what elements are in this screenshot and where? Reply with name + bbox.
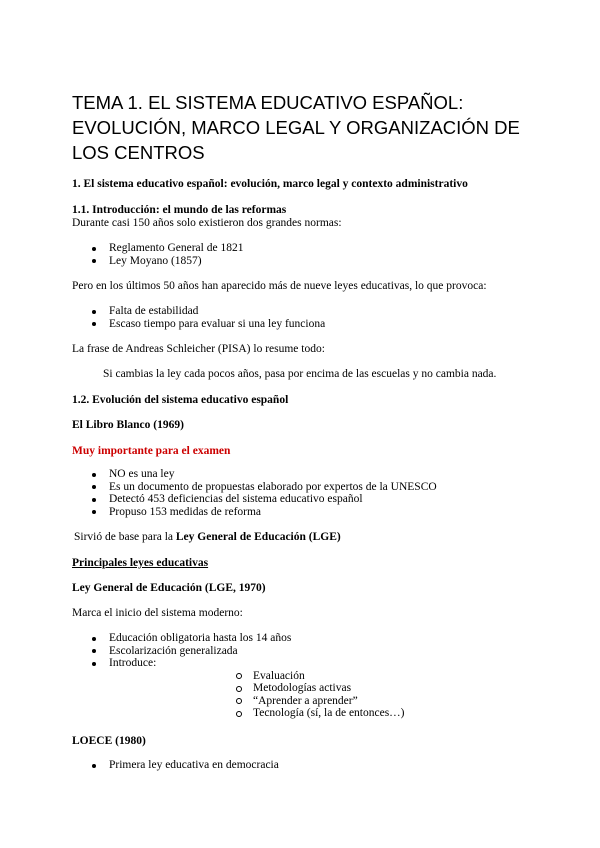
- sub-list-item: Metodologías activas: [109, 682, 405, 695]
- lge-base-sentence: [74, 531, 341, 544]
- loece-heading: LOECE (1980): [72, 735, 146, 747]
- title-line: EVOLUCIÓN, MARCO LEGAL Y ORGANIZACIÓN DE: [72, 117, 520, 138]
- exam-note: Muy importante para el examen: [72, 445, 231, 457]
- sub-list-item: “Aprender a aprender”: [109, 695, 405, 708]
- libro-blanco-heading: El Libro Blanco (1969): [72, 419, 184, 431]
- section-1-1-heading: 1.1. Introducción: el mundo de las reformas: [72, 204, 287, 216]
- sub-list-item: Tecnología (sí, la de entonces…): [109, 707, 405, 720]
- title-line: LOS CENTROS: [72, 142, 205, 163]
- loece-list: [0, 759, 279, 772]
- list-item-text: Introduce:: [109, 657, 157, 669]
- historic-laws-list: [0, 242, 243, 267]
- lge-base-prefix: Sirvió de base para la: [74, 531, 176, 543]
- effects-list: [0, 305, 325, 330]
- section-1-2-heading: 1.2. Evolución del sistema educativo español: [72, 394, 289, 406]
- list-item: Detectó 453 deficiencias del sistema educativo español: [0, 493, 437, 506]
- list-item: Primera ley educativa en democracia: [0, 759, 279, 772]
- title-line: TEMA 1. EL SISTEMA EDUCATIVO ESPAÑOL:: [72, 92, 464, 113]
- quote-text: Si cambias la ley cada pocos años, pasa por encima de las escuelas y no cambia nada.: [103, 368, 497, 380]
- list-item: NO es una ley: [0, 468, 437, 481]
- section-1-heading: 1. El sistema educativo español: evolución, marco legal y contexto administrativo: [72, 178, 468, 190]
- list-item: Escolarización generalizada: [0, 645, 405, 658]
- sub-list-item: Evaluación: [109, 670, 405, 683]
- list-item: Educación obligatoria hasta los 14 años: [0, 632, 405, 645]
- list-item: Escaso tiempo para evaluar si una ley funciona: [0, 318, 325, 331]
- quote-intro: La frase de Andreas Schleicher (PISA) lo resume todo:: [72, 343, 325, 355]
- principal-laws-heading: Principales leyes educativas: [72, 557, 209, 569]
- libro-blanco-list: [0, 468, 437, 518]
- list-item: Falta de estabilidad: [0, 305, 325, 318]
- lge-base-bold: Ley General de Educación (LGE): [175, 531, 341, 543]
- section-1-1-intro: Durante casi 150 años solo existieron dos grandes normas:: [72, 217, 342, 229]
- list-item: Propuso 153 medidas de reforma: [0, 506, 437, 519]
- lge-intro: Marca el inicio del sistema moderno:: [72, 607, 243, 619]
- lge-list: [0, 632, 405, 720]
- list-item: Reglamento General de 1821: [0, 242, 243, 255]
- section-1-1-paragraph: Pero en los últimos 50 años han aparecido más de nueve leyes educativas, lo que provoca:: [72, 280, 487, 292]
- lge-introduce-list: [109, 670, 405, 720]
- document-title: [72, 90, 542, 165]
- list-item: [0, 657, 405, 720]
- list-item: Ley Moyano (1857): [0, 255, 243, 268]
- list-item: Es un documento de propuestas elaborado por expertos de la UNESCO: [0, 481, 437, 494]
- lge-heading: Ley General de Educación (LGE, 1970): [72, 582, 266, 594]
